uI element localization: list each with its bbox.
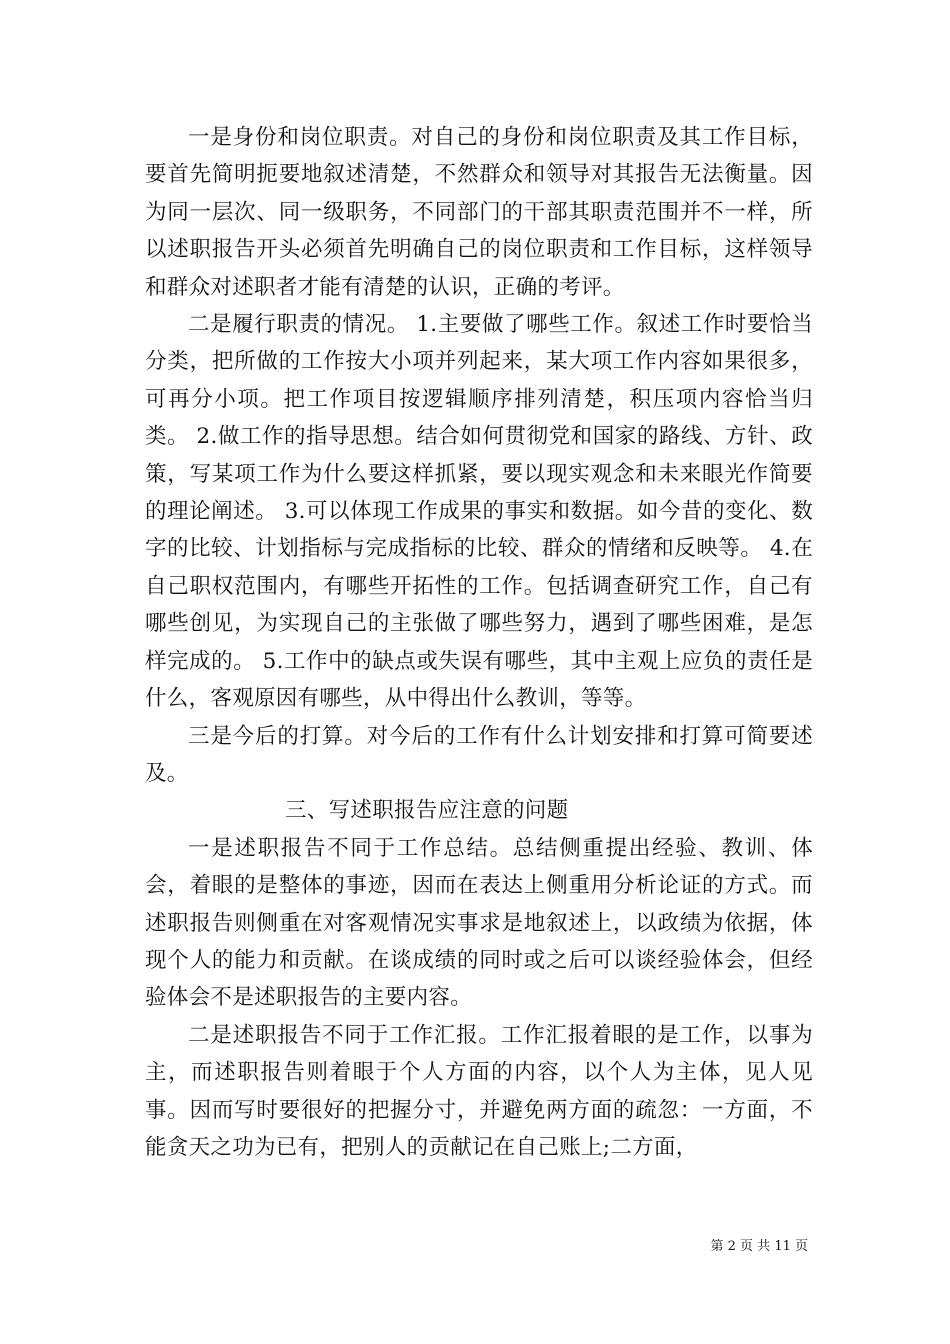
paragraph-vs-summary: 一是述职报告不同于工作总结。总结侧重提出经验、教训、体会，着眼的是整体的事迹，因而在表达上侧重用分析论证的方式。而述职报告则侧重在对客观情况实事求是地叙述上，以政绩为依据，体现个人的能力和贡献。在谈成绩的同时或之后可以谈经验体会，但经验体会不是述职报告的主要内容。 (145, 835, 813, 1011)
section-heading: 三、写述职报告应注意的问题 (285, 798, 569, 824)
paragraph-vs-report: 二是述职报告不同于工作汇报。工作汇报着眼的是工作，以事为主，而述职报告则着眼于个人方面的内容，以个人为主体，见人见事。因而写时要很好的把握分寸，并避免两方面的疏忽：一方面，不能贪天之功为已有，把别人的贡献记在自己账上;二方面， (145, 1022, 813, 1160)
paragraph-performance: 二是履行职责的情况。 1.主要做了哪些工作。叙述工作时要恰当分类，把所做的工作按大小项并列起来，某大项工作内容如果很多，可再分小项。把工作项目按逻辑顺序排列清楚，积压项内容恰当归类。 2.做工作的指导思想。结合如何贯彻党和国家的路线、方针、政策，写某项工作为什么要这样抓紧，要以现实观念和未来眼光作简要的理论阐述。 3.可以体现工作成果的事实和数据。如今昔的变化、数字的比较、计划指标与完成指标的比较、群众的情绪和反映等。 4.在自己职权范围内，有哪些开拓性的工作。包括调查研究工作，自己有哪些创见，为实现自己的主张做了哪些努力，遇到了哪些困难，是怎样完成的。 5.工作中的缺点或失误有哪些，其中主观上应负的责任是什么，客观原因有哪些，从中得出什么教训，等等。 (145, 312, 813, 712)
page-number-footer: 第 2 页 共 11 页 (710, 1239, 808, 1254)
document-body (145, 119, 813, 1166)
paragraph-future-plans: 三是今后的打算。对今后的工作有什么计划安排和打算可简要述及。 (145, 723, 813, 786)
paragraph-identity-duties: 一是身份和岗位职责。对自己的身份和岗位职责及其工作目标，要首先简明扼要地叙述清楚，不然群众和领导对其报告无法衡量。因为同一层次、同一级职务，不同部门的干部其职责范围并不一样，所以述职报告开头必须首先明确自己的岗位职责和工作目标，这样领导和群众对述职者才能有清楚的认识，正确的考评。 (145, 125, 813, 300)
